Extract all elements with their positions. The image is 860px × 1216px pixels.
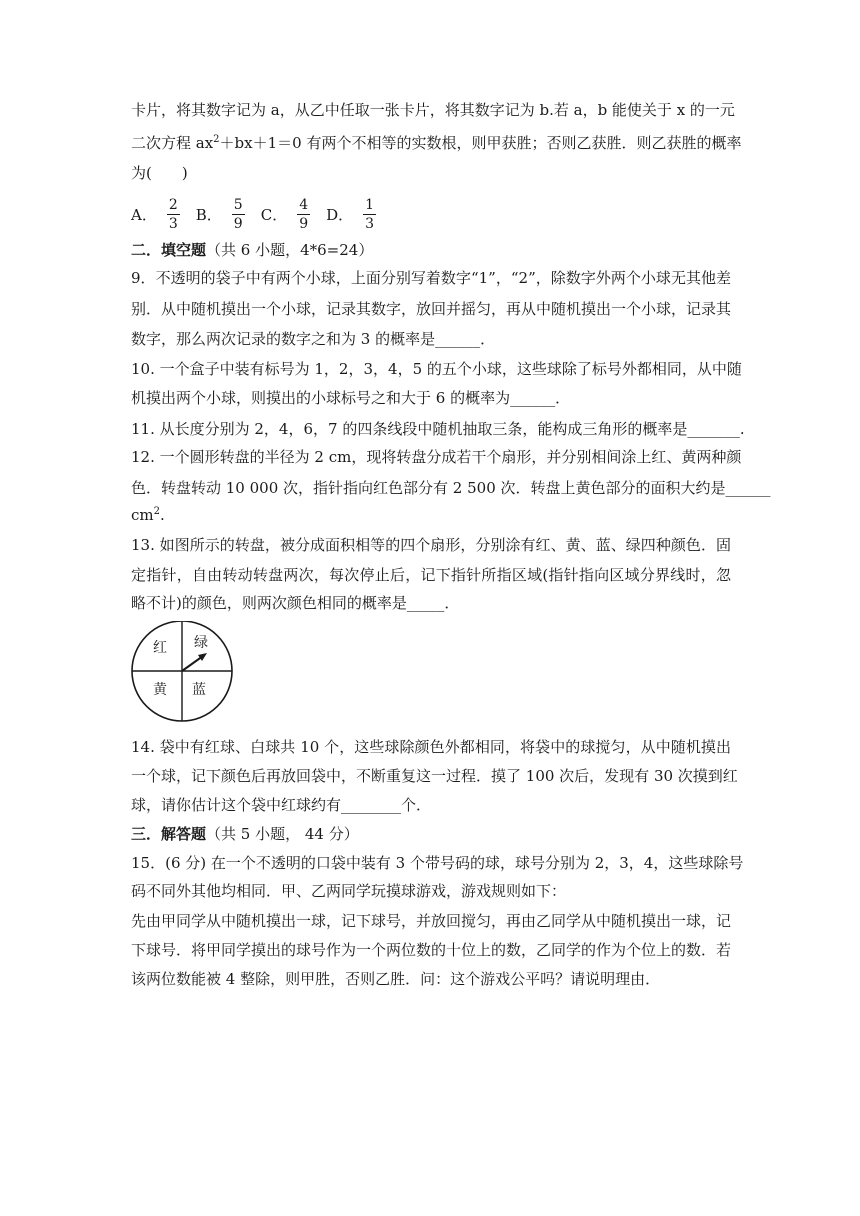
section-2-note: （共 6 小题，4*6=24） (206, 241, 374, 259)
choice-d-denominator: 3 (365, 215, 375, 232)
q8-line-2-pre: 二次方程 ax (131, 134, 214, 152)
q8-exponent: 2 (213, 134, 220, 145)
q15-line-3: 先由甲同学从中随机摸出一球，记下球号，并放回搅匀，再由乙同学从中随机摸出一球，记 (131, 912, 732, 930)
spinner-wheel-figure (131, 621, 235, 725)
sector-label-blue: 蓝 (192, 682, 206, 698)
choice-c-fraction (297, 196, 310, 233)
spinner-pointer (182, 656, 203, 671)
q13-line-1: 13. 如图所示的转盘，被分成面积相等的四个扇形，分别涂有红、黄、蓝、绿四种颜色．固 (131, 536, 731, 554)
section-3-title: 三．解答题 (131, 825, 207, 843)
sector-label-red: 红 (153, 640, 167, 656)
choice-c-denominator: 9 (299, 215, 309, 232)
q8-line-2 (131, 131, 742, 155)
choice-d-fraction (363, 196, 376, 233)
choice-b (196, 196, 245, 233)
choice-d (326, 196, 376, 233)
q15-line-1: 15．(6 分) 在一个不透明的口袋中装有 3 个带号码的球，球号分别为 2，3，4，这些球除号 (131, 854, 744, 872)
choice-b-denominator: 9 (233, 215, 243, 232)
choice-b-fraction (232, 196, 245, 233)
choice-b-numerator: 5 (233, 196, 243, 213)
q9-line-1: 9．不透明的袋子中有两个小球，上面分别写着数字“1”，“2”，除数字外两个小球无其他差 (131, 269, 731, 287)
choice-a-denominator: 3 (168, 215, 178, 232)
choice-d-numerator: 1 (365, 196, 375, 213)
q14-line-3: 球，请你估计这个袋中红球约有________个． (131, 796, 432, 814)
choice-a-fraction (167, 196, 180, 233)
section-2-heading (131, 238, 373, 262)
q15-line-5: 该两位数能被 4 整除，则甲胜，否则乙胜．问：这个游戏公平吗？请说明理由． (131, 970, 661, 988)
q12-line-2: 色．转盘转动 10 000 次，指针指向红色部分有 2 500 次．转盘上黄色部分的面积大约是______ (131, 479, 771, 497)
q9-line-3: 数字，那么两次记录的数字之和为 3 的概率是______． (131, 330, 496, 348)
q14-line-1: 14. 袋中有红球、白球共 10 个，这些球除颜色外都相同，将袋中的球搅匀，从中随机摸出 (131, 738, 731, 756)
q8-line-2-post: ＋bx＋1＝0 有两个不相等的实数根，则甲获胜；否则乙获胜．则乙获胜的概率 (219, 134, 742, 152)
choice-c-numerator: 4 (299, 196, 309, 213)
choice-d-letter: D． (326, 205, 354, 224)
q8-line-3: 为( ) (131, 164, 188, 182)
choice-a-letter: A． (131, 205, 157, 224)
q13-line-3: 略不计)的颜色，则两次颜色相同的概率是_____． (131, 594, 460, 612)
q14-line-2: 一个球，记下颜色后再放回袋中，不断重复这一过程．摸了 100 次后，发现有 30 次摸到红 (131, 767, 738, 785)
q12-line-3 (131, 503, 165, 527)
q8-line-1: 卡片，将其数字记为 a，从乙中任取一张卡片，将其数字记为 b.若 a，b 能使关于 x 的一元 (131, 101, 735, 119)
q15-line-4: 下球号．将甲同学摸出的球号作为一个两位数的十位上的数，乙同学的作为个位上的数．若 (131, 941, 732, 959)
section-3-heading (131, 822, 359, 846)
q12-line-3-end: . (160, 506, 165, 524)
choice-a-numerator: 2 (168, 196, 178, 213)
sector-label-green: 绿 (194, 635, 208, 651)
sector-label-yellow: 黄 (153, 682, 167, 698)
q12-unit: cm (131, 506, 154, 524)
section-2-title: 二．填空题 (131, 241, 207, 259)
q12-line-1: 12. 一个圆形转盘的半径为 2 cm，现将转盘分成若干个扇形，并分别相间涂上红、黄两种颜 (131, 448, 742, 466)
q11-line-1: 11. 从长度分别为 2，4，6，7 的四条线段中随机抽取三条，能构成三角形的概率是_______. (131, 420, 745, 438)
choice-b-letter: B． (195, 205, 222, 224)
q15-line-2: 码不同外其他均相同．甲、乙两同学玩摸球游戏，游戏规则如下： (131, 882, 567, 900)
choice-c-letter: C． (260, 205, 288, 224)
q10-line-2: 机摸出两个小球，则摸出的小球标号之和大于 6 的概率为______． (131, 389, 571, 407)
q10-line-1: 10. 一个盒子中装有标号为 1，2，3，4，5 的五个小球，这些球除了标号外都相同，从中随 (131, 360, 742, 378)
choice-c (261, 196, 310, 233)
q9-line-2: 别．从中随机摸出一个小球，记录其数字，放回并摇匀，再从中随机摸出一个小球，记录其 (131, 300, 732, 318)
q13-line-2: 定指针，自由转动转盘两次，每次停止后，记下指针所指区域(指针指向区域分界线时，忽 (131, 566, 731, 584)
section-3-note: （共 5 小题， 44 分） (206, 825, 359, 843)
q8-choices (131, 192, 392, 236)
q12-unit-exponent: 2 (153, 506, 160, 517)
choice-a (131, 196, 180, 233)
